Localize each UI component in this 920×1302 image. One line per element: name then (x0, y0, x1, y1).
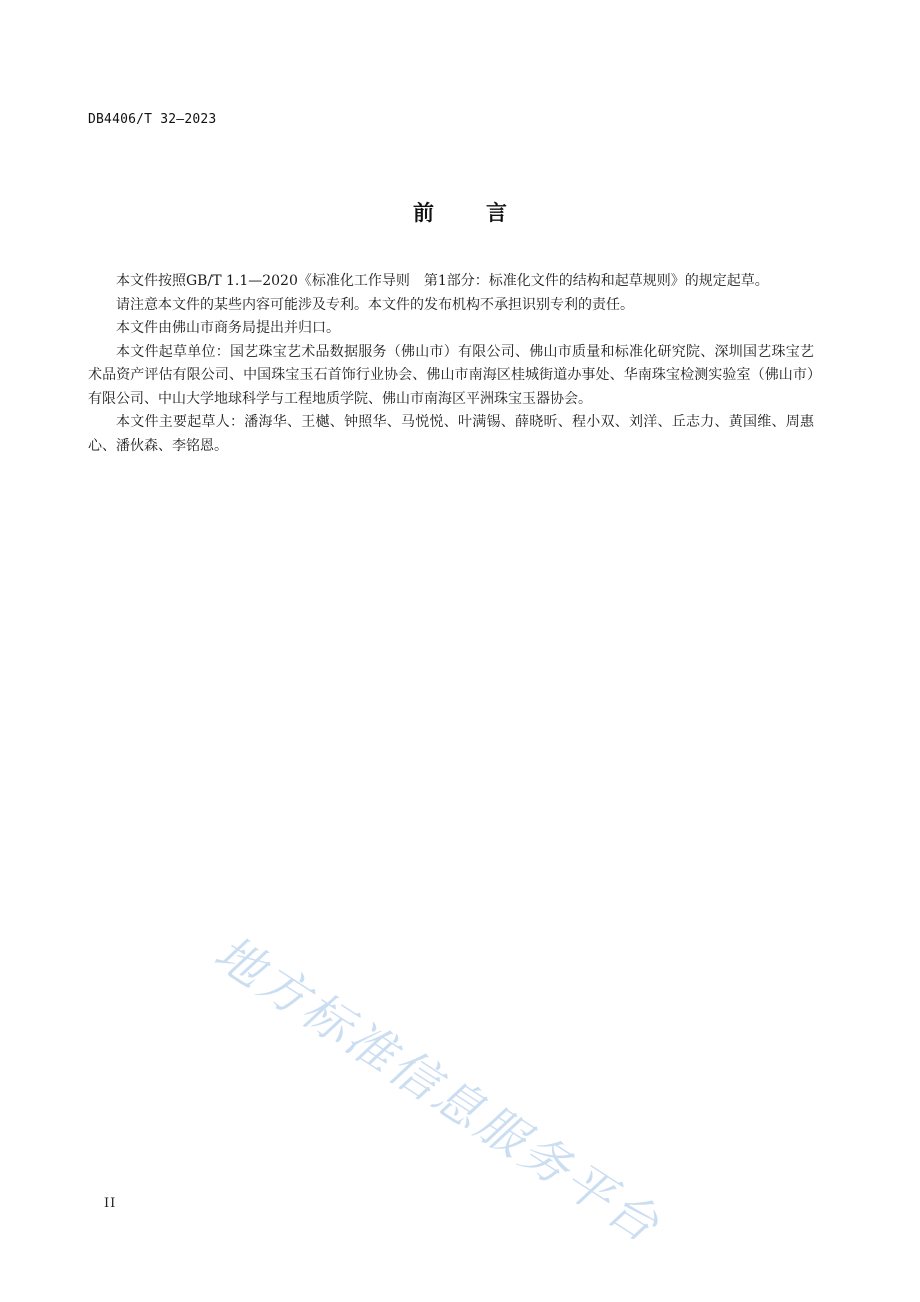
section-title-foreword: 前言 (413, 201, 559, 225)
page-number: II (104, 1196, 117, 1211)
paragraph-proposer: 本文件由佛山市商务局提出并归口。 (116, 320, 340, 336)
paragraph-drafting-rules: 本文件按照GB/T 1.1—2020《标准化工作导则 第1部分：标准化文件的结构和起草规则》的规定起草。 (116, 273, 769, 289)
paragraph-patent-notice: 请注意本文件的某些内容可能涉及专利。本文件的发布机构不承担识别专利的责任。 (116, 296, 634, 313)
foreword-body (88, 270, 814, 458)
paragraph-drafting-units: 本文件起草单位：国艺珠宝艺术品数据服务（佛山市）有限公司、佛山市质量和标准化研究院、深圳国艺珠宝艺术品资产评估有限公司、中国珠宝玉石首饰行业协会、佛山市南海区桂城街道办事处、华南珠宝检测实验室（佛山市）有限公司、中山大学地球科学与工程地质学院、佛山市南海区平洲珠宝玉器协会。 (88, 343, 814, 407)
paragraph-drafters: 本文件主要起草人：潘海华、王樾、钟照华、马悦悦、叶满锡、薛晓昕、程小双、刘洋、丘志力、黄国维、周惠心、潘伙森、李铭恩。 (88, 414, 814, 454)
document-code: DB4406/T 32—2023 (88, 112, 217, 127)
watermark-text: 地方标准信息服务平台 (204, 924, 671, 1255)
